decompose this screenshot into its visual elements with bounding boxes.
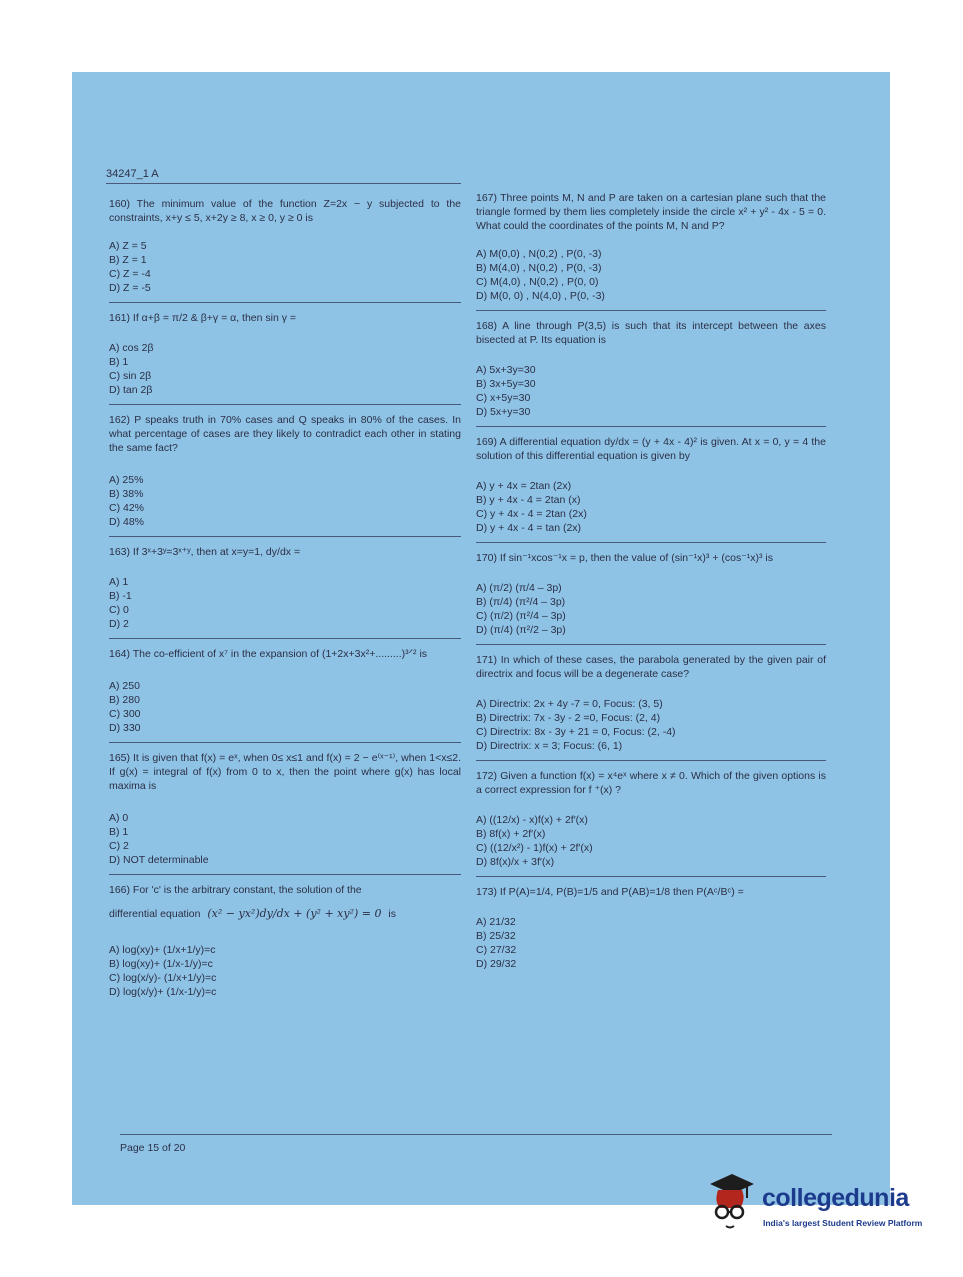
question-165: 165) It is given that f(x) = eˣ, when 0≤ x≤1 and f(x) = 2 − e⁽ˣ⁻¹⁾, when 1<x≤2. If g(x) = integral of f(x) from 0 to x, then the point where g(x) has local maxima is A) 0 B) 1 C) 2 D) NOT determinable (109, 752, 461, 866)
option: D) y + 4x - 4 = tan (2x) (476, 522, 582, 534)
option: C) 27/32 (476, 944, 517, 956)
option: C) ((12/x²) - 1)f(x) + 2f′(x) (476, 842, 593, 854)
collegedunia-logo[interactable] (710, 1172, 950, 1242)
option: C) 300 (109, 708, 141, 720)
option: D) 29/32 (476, 958, 517, 970)
divider (476, 644, 826, 645)
question-163: 163) If 3ˣ+3ʸ=3ˣ⁺ʸ, then at x=y=1, dy/dx = A) 1 B) -1 C) 0 D) 2 (109, 545, 461, 631)
option: D) 330 (109, 722, 141, 734)
logo-wordmark: collegedunia (762, 1184, 909, 1212)
divider (109, 742, 461, 743)
option: B) 3x+5y=30 (476, 378, 536, 390)
left-column (109, 197, 461, 999)
option: D) NOT determinable (109, 854, 209, 866)
differential-equation: (x² − yx²)dy/dx + (y² + xy²) = 0 (207, 907, 382, 920)
option: D) (π/4) (π²/2 – 3p) (476, 624, 566, 636)
option: C) x+5y=30 (476, 392, 531, 404)
option: C) 42% (109, 502, 145, 514)
option: B) 280 (109, 694, 140, 706)
question-170: 170) If sin⁻¹xcos⁻¹x = p, then the value of (sin⁻¹x)³ + (cos⁻¹x)³ is A) (π/2) (π/4 – 3p) B) (π/4) (π²/4 – 3p) C) (π/2) (π²/4 – 3p) D) (π/4) (π²/2 – 3p) (476, 551, 826, 637)
question-171: 171) In which of these cases, the parabola generated by the given pair of directrix and focus will be a degenerate case? A) Directrix: 2x + 4y -7 = 0, Focus: (3, 5) B) Directrix: 7x - 3y - 2 =0, Focus: (2, 4) C) Directrix: 8x - 3y + 21 = 0, Focus: (2, -4) D) Directrix: x = 3; Focus: (6, 1) (476, 654, 826, 752)
question-162: 162) P speaks truth in 70% cases and Q speaks in 80% of the cases. In what percentage of cases are they likely to contradict each other in stating the same fact? A) 25% B) 38% C) 42% D) 48% (109, 414, 461, 528)
question-160: 160) The minimum value of the function Z=2x − y subjected to the constraints, x+y ≤ 5, x+2y ≥ 8, x ≥ 0, y ≥ 0 is A) Z = 5 B) Z = 1 C) Z = -4 D) Z = -5 (109, 198, 461, 294)
option: A) log(xy)+ (1/x+1/y)=c (109, 944, 216, 956)
question-161: 161) If α+β = π/2 & β+γ = α, then sin γ = A) cos 2β B) 1 C) sin 2β D) tan 2β (109, 311, 461, 397)
option: A) 250 (109, 680, 140, 692)
divider (476, 542, 826, 543)
option: A) 1 (109, 576, 129, 588)
option: C) 0 (109, 604, 129, 616)
mascot-icon (710, 1172, 762, 1232)
option: C) 2 (109, 840, 129, 852)
divider (476, 876, 826, 877)
divider (476, 760, 826, 761)
option: B) 25/32 (476, 930, 516, 942)
option: D) Directrix: x = 3; Focus: (6, 1) (476, 740, 623, 752)
divider (109, 536, 461, 537)
option: C) M(4,0) , N(0,2) , P(0, 0) (476, 276, 599, 288)
option: D) log(x/y)+ (1/x-1/y)=c (109, 986, 217, 998)
document-code: 34247_1 A (106, 168, 159, 180)
question-168: 168) A line through P(3,5) is such that its intercept between the axes bisected at P. Its equation is A) 5x+3y=30 B) 3x+5y=30 C) x+5y=30 D) 5x+y=30 (476, 320, 826, 418)
question-166: 166) For 'c' is the arbitrary constant, the solution of the differential equation (x² − yx²)dy/dx + (y² + xy²) = 0 is A) log(xy)+ (1/x+1/y)=c B) log(xy)+ (1/x-1/y)=c C) log(x/y)- (1/x+1/y)=c D) log(x/y)+ (1/x-1/y)=c (109, 883, 461, 999)
divider (476, 310, 826, 311)
option: A) 25% (109, 474, 144, 486)
option: D) tan 2β (109, 384, 153, 396)
option: D) 8f(x)/x + 3f′(x) (476, 856, 555, 868)
option: C) (π/2) (π²/4 – 3p) (476, 610, 566, 622)
option: C) Directrix: 8x - 3y + 21 = 0, Focus: (2, -4) (476, 726, 676, 738)
option: A) 5x+3y=30 (476, 364, 536, 376)
option: D) Z = -5 (109, 282, 151, 294)
option: B) Z = 1 (109, 254, 147, 266)
question-169: 169) A differential equation dy/dx = (y + 4x - 4)² is given. At x = 0, y = 4 the solution of this differential equation is given by A) y + 4x = 2tan (2x) B) y + 4x - 4 = 2tan (x) C) y + 4x - 4 = 2tan (2x) D) y + 4x - 4 = tan (2x) (476, 436, 826, 534)
header-divider (106, 183, 461, 184)
logo-tagline: India's largest Student Review Platform (763, 1218, 923, 1228)
option: B) log(xy)+ (1/x-1/y)=c (109, 958, 213, 970)
option: C) sin 2β (109, 370, 152, 382)
answer-sheet-page (72, 72, 890, 1205)
option: D) 48% (109, 516, 145, 528)
question-173: 173) If P(A)=1/4, P(B)=1/5 and P(AB)=1/8 then P(Aᶜ/Bᶜ) = A) 21/32 B) 25/32 C) 27/32 D) 29/32 (476, 885, 826, 971)
option: B) 8f(x) + 2f′(x) (476, 828, 546, 840)
right-column (476, 191, 826, 971)
option: D) 2 (109, 618, 129, 630)
footer-divider (120, 1134, 832, 1135)
option: B) -1 (109, 590, 132, 602)
divider (109, 874, 461, 875)
option: A) Z = 5 (109, 240, 147, 252)
question-164: 164) The co-efficient of x⁷ in the expansion of (1+2x+3x²+.........)³ᐟ² is A) 250 B) 280 C) 300 D) 330 (109, 647, 461, 735)
option: A) (π/2) (π/4 – 3p) (476, 582, 562, 594)
option: C) y + 4x - 4 = 2tan (2x) (476, 508, 587, 520)
option: D) 5x+y=30 (476, 406, 531, 418)
divider (109, 638, 461, 639)
divider (109, 302, 461, 303)
option: A) Directrix: 2x + 4y -7 = 0, Focus: (3, 5) (476, 698, 663, 710)
option: B) 1 (109, 356, 129, 368)
page-number: Page 15 of 20 (120, 1142, 186, 1154)
divider (476, 426, 826, 427)
option: C) log(x/y)- (1/x+1/y)=c (109, 972, 217, 984)
divider (109, 404, 461, 405)
option: A) 0 (109, 812, 129, 824)
option: B) Directrix: 7x - 3y - 2 =0, Focus: (2, 4) (476, 712, 661, 724)
option: A) M(0,0) , N(0,2) , P(0, -3) (476, 248, 602, 260)
option: B) M(4,0) , N(0,2) , P(0, -3) (476, 262, 602, 274)
option: D) M(0, 0) , N(4,0) , P(0, -3) (476, 290, 605, 302)
option: B) y + 4x - 4 = 2tan (x) (476, 494, 581, 506)
option: A) ((12/x) - x)f(x) + 2f′(x) (476, 814, 588, 826)
option: A) 21/32 (476, 916, 516, 928)
option: A) y + 4x = 2tan (2x) (476, 480, 572, 492)
option: B) 38% (109, 488, 144, 500)
option: A) cos 2β (109, 342, 154, 354)
option: B) 1 (109, 826, 129, 838)
option: B) (π/4) (π²/4 – 3p) (476, 596, 566, 608)
question-172: 172) Given a function f(x) = x⁴eˣ where x ≠ 0. Which of the given options is a correct expression for f ⁺(x) ? A) ((12/x) - x)f(x) + 2f′(x) B) 8f(x) + 2f′(x) C) ((12/x²) - 1)f(x) + 2f′(x) D) 8f(x)/x + 3f′(x) (476, 770, 826, 868)
option: C) Z = -4 (109, 268, 151, 280)
question-167: 167) Three points M, N and P are taken on a cartesian plane such that the triangle formed by them lies completely inside the circle x² + y² - 4x - 5 = 0. What could the coordinates of the points M, N and P? A) M(0,0) , N(0,2) , P(0, -3) B) M(4,0) , N(0,2) , P(0, -3) C) M(4,0) , N(0,2) , P(0, 0) D) M(0, 0) , N(4,0) , P(0, -3) (476, 192, 826, 302)
